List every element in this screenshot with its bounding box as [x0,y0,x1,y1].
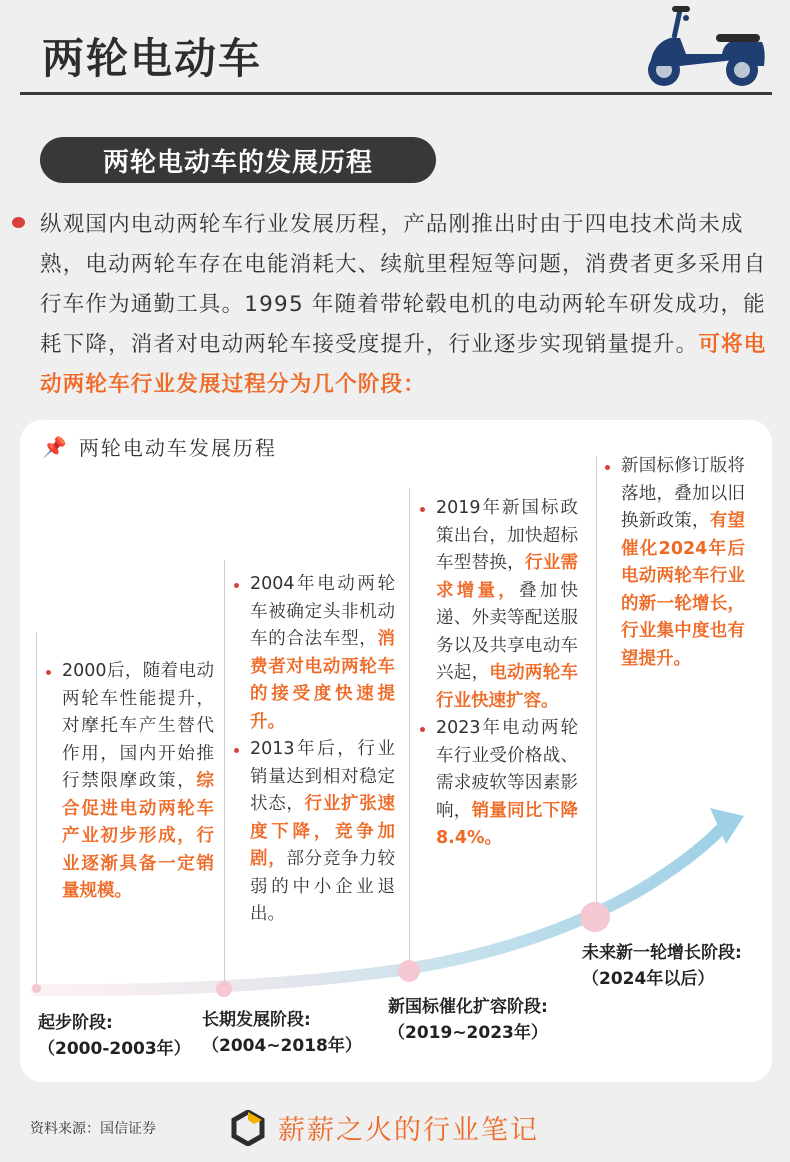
stage4-bullet [605,465,610,470]
stage3-label-text: 新国标催化扩容阶段: [388,997,548,1017]
card-title-text: 两轮电动车发展历程 [78,436,277,460]
stage3-line [409,488,410,968]
stage2-highlight-2: 行业扩张速度下降，竞争加剧， [250,794,396,869]
stage3-bullet-2 [420,727,425,732]
stage2-bullet-2 [234,748,239,753]
stage2-node [216,981,232,997]
stage1-line [36,632,37,988]
stage3-highlight-1b: 电动两轮车行业快速扩容。 [436,663,579,711]
stage2-period: （2004~2018年） [202,1036,362,1056]
stage3-bullet-1 [420,507,425,512]
stage4-text: 新国标修订版将落地，叠加以旧换新政策， [621,456,745,531]
stage1-text: 2000后，随着电动两轮车性能提升，对摩托车产生替代作用，国内开始推行禁限摩政策， [62,661,214,791]
stage4-label-text: 未来新一轮增长阶段: [582,943,742,963]
source-note: 资料来源：国信证券 [30,1121,156,1137]
intro-highlight: 可将电动两轮车行业发展过程分为几个阶段： [40,332,767,397]
stage3-label [388,994,548,1046]
scooter-icon [640,4,770,90]
stage2-label-text: 长期发展阶段: [202,1010,311,1030]
stage2-bullet-1 [234,583,239,588]
stage1-label [38,1010,191,1062]
stage1-node [32,984,41,993]
stage4-node [580,902,610,932]
stage4-label [582,940,742,992]
stage2-line [224,560,225,988]
header-divider [20,92,772,95]
stage4-desc [621,453,745,673]
stage2-text-2b: 部分竞争力较弱的中小企业退出。 [250,849,396,924]
stage3-text-2: 2023年电动两轮车行业受价格战、需求疲软等因素影响， [436,718,578,821]
stage4-line [596,456,597,912]
stage2-label [202,1007,362,1059]
stage1-highlight: 综合促进电动两轮车产业初步形成，行业逐渐具备一定销量规模。 [62,771,214,901]
page-title: 两轮电动车 [42,34,263,83]
stage1-label-text: 起步阶段: [38,1013,113,1033]
stage2-text-1: 2004年电动两轮车被确定头非机动车的合法车型， [250,574,395,649]
stage3-period: （2019~2023年） [388,1023,548,1043]
brand [230,1108,539,1147]
stage3-desc [436,495,578,853]
stage4-highlight: 有望催化2024年后电动两轮车行业的新一轮增长，行业集中度也有望提升。 [621,511,745,669]
stage2-desc [250,571,395,929]
stage1-desc [62,658,214,906]
stage2-highlight-1: 消费者对电动两轮车的接受度快速提升。 [250,629,395,732]
stage4-period: （2024年以后） [582,969,715,989]
stage1-bullet [46,670,51,675]
card-title [42,432,277,461]
brand-logo-icon [230,1110,266,1146]
intro-bullet [12,217,25,228]
stage3-text-1b: 叠加快递、外卖等配送服务以及共享电动车兴起， [436,580,578,683]
brand-name: 薪薪之火的行业笔记 [278,1115,539,1146]
stage3-highlight-1: 行业需求增量， [436,553,579,601]
pushpin-icon: 📌 [42,434,69,459]
stage2-text-2: 2013年后，行业销量达到相对稳定状态， [250,739,395,814]
intro-paragraph [40,205,770,405]
stage1-period: （2000-2003年） [38,1039,191,1059]
stage3-highlight-2: 销量同比下降8.4%。 [436,800,579,848]
stage3-node [398,960,420,982]
intro-text: 纵观国内电动两轮车行业发展历程，产品刚推出时由于四电技术尚未成熟，电动两轮车存在电能消耗大、续航里程短等问题，消费者更多采用自行车作为通勤工具。1995 年随着带轮毂电机的电动两轮车研发成功，能耗下降，消者对电动两轮车接受度提升，行业逐步实现销量提升。 [40,212,767,357]
section-title: 两轮电动车的发展历程 [40,137,436,183]
stage3-text-1: 2019年新国标政策出台，加快超标车型替换， [436,498,578,573]
